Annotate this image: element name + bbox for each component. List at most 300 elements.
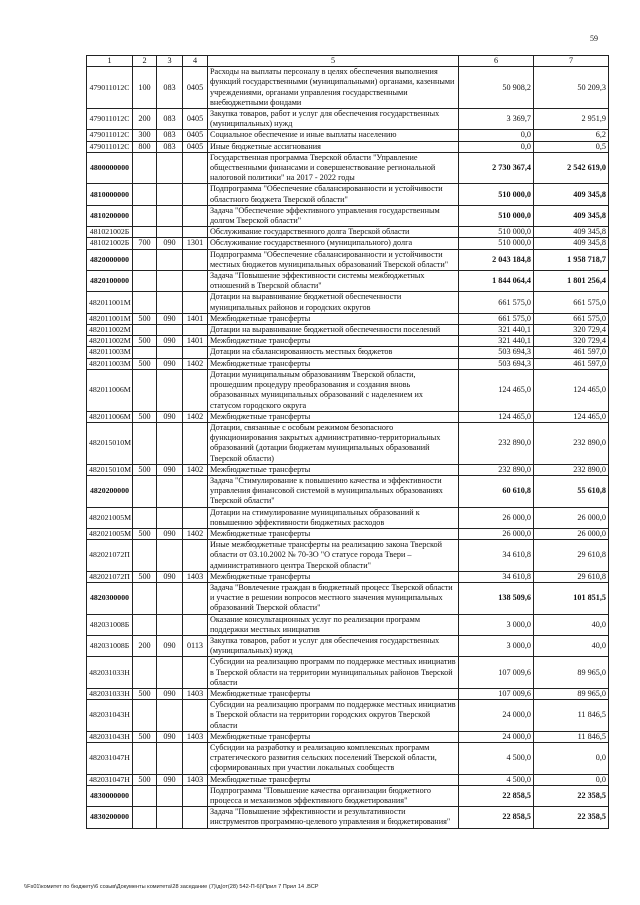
- cell-kvr: 200: [133, 109, 157, 130]
- cell-fact: 6,2: [534, 130, 609, 141]
- cell-name: Задача "Вовлечение граждан в бюджетный процесс Тверской области и участие в решении вопросов местного значения муниципальных образований Тверской области": [208, 582, 459, 614]
- cell-fact: 661 575,0: [534, 313, 609, 324]
- cell-gr: [157, 227, 183, 238]
- cell-rz: [183, 807, 208, 828]
- cell-plan: 232 890,0: [459, 422, 534, 464]
- cell-code: 482031043Н: [87, 700, 133, 732]
- table-row: [87, 571, 609, 582]
- cell-gr: [157, 205, 183, 226]
- cell-gr: [157, 347, 183, 358]
- header-col-7: 7: [534, 56, 609, 67]
- cell-rz: 0405: [183, 141, 208, 152]
- cell-code: 4830000000: [87, 785, 133, 806]
- cell-name: Задача "Повышение эффективности и результативности инструментов программно-целевого управления и бюджетирования": [208, 807, 459, 828]
- cell-kvr: 500: [133, 571, 157, 582]
- cell-code: 482021072П: [87, 571, 133, 582]
- cell-gr: 090: [157, 528, 183, 539]
- cell-gr: [157, 614, 183, 635]
- cell-fact: 661 575,0: [534, 292, 609, 313]
- cell-code: 482011001М: [87, 313, 133, 324]
- cell-rz: [183, 700, 208, 732]
- cell-plan: 503 694,3: [459, 358, 534, 369]
- footer-file-path: \\Fs01\комитет по бюджету\6 созыв\Документы комитета\28 заседание (7)\д(от(28) 542-П-6)\Прил 7 Прил 14 .ВСР: [24, 884, 319, 890]
- cell-kvr: [133, 292, 157, 313]
- cell-code: 481021002Б: [87, 238, 133, 249]
- budget-table: [86, 55, 609, 829]
- cell-fact: 89 965,0: [534, 688, 609, 699]
- cell-fact: 55 610,8: [534, 475, 609, 507]
- header-col-3: 3: [157, 56, 183, 67]
- cell-rz: 1401: [183, 313, 208, 324]
- cell-rz: 1402: [183, 358, 208, 369]
- cell-name: Субсидии на реализацию программ по поддержке местных инициатив в Тверской области на территории городских округов Тверской области: [208, 700, 459, 732]
- cell-gr: [157, 325, 183, 336]
- table-header: [87, 56, 609, 67]
- cell-fact: 124 465,0: [534, 411, 609, 422]
- cell-rz: 0405: [183, 109, 208, 130]
- cell-kvr: 500: [133, 731, 157, 742]
- table-row: [87, 807, 609, 828]
- table-row: [87, 271, 609, 292]
- cell-kvr: [133, 205, 157, 226]
- cell-fact: 320 729,4: [534, 325, 609, 336]
- cell-plan: 124 465,0: [459, 369, 534, 411]
- cell-name: Межбюджетные трансферты: [208, 774, 459, 785]
- cell-kvr: [133, 184, 157, 205]
- table-row: [87, 743, 609, 775]
- cell-gr: 090: [157, 411, 183, 422]
- cell-rz: [183, 614, 208, 635]
- cell-name: Расходы на выплаты персоналу в целях обеспечения выполнения функций государственными (муниципальными) органами, казенными учреждениями, органами управления государственными внебюджетными фондами: [208, 67, 459, 109]
- cell-rz: 0405: [183, 130, 208, 141]
- cell-gr: [157, 249, 183, 270]
- cell-code: 482015010М: [87, 464, 133, 475]
- cell-code: 482031033Н: [87, 688, 133, 699]
- table-row: [87, 688, 609, 699]
- cell-gr: 090: [157, 358, 183, 369]
- table-row: [87, 141, 609, 152]
- cell-name: Подпрограмма "Обеспечение сбалансированности и устойчивости областного бюджета Тверской области": [208, 184, 459, 205]
- cell-kvr: 800: [133, 141, 157, 152]
- cell-code: 479011012С: [87, 130, 133, 141]
- cell-name: Межбюджетные трансферты: [208, 464, 459, 475]
- cell-rz: [183, 507, 208, 528]
- cell-name: Дотации на выравнивание бюджетной обеспеченности поселений: [208, 325, 459, 336]
- table-row: [87, 657, 609, 689]
- cell-rz: 1402: [183, 464, 208, 475]
- cell-fact: 409 345,8: [534, 227, 609, 238]
- cell-kvr: [133, 271, 157, 292]
- cell-code: 482031047Н: [87, 774, 133, 785]
- cell-kvr: [133, 700, 157, 732]
- header-col-1: 1: [87, 56, 133, 67]
- cell-plan: 124 465,0: [459, 411, 534, 422]
- cell-rz: [183, 422, 208, 464]
- cell-plan: 138 509,6: [459, 582, 534, 614]
- page-number: 59: [590, 34, 598, 43]
- cell-kvr: 500: [133, 411, 157, 422]
- table-row: [87, 540, 609, 572]
- cell-rz: [183, 292, 208, 313]
- cell-plan: 34 610,8: [459, 540, 534, 572]
- table-row: [87, 774, 609, 785]
- cell-fact: 40,0: [534, 635, 609, 656]
- cell-gr: [157, 507, 183, 528]
- cell-kvr: [133, 422, 157, 464]
- cell-kvr: 500: [133, 358, 157, 369]
- cell-gr: 090: [157, 571, 183, 582]
- cell-code: 482011003М: [87, 358, 133, 369]
- cell-kvr: 500: [133, 464, 157, 475]
- cell-rz: [183, 657, 208, 689]
- cell-plan: 3 000,0: [459, 635, 534, 656]
- cell-name: Подпрограмма "Обеспечение сбалансированности и устойчивости местных бюджетов муниципальных образований Тверской области": [208, 249, 459, 270]
- cell-name: Межбюджетные трансферты: [208, 336, 459, 347]
- cell-plan: 50 908,2: [459, 67, 534, 109]
- cell-name: Обслуживание государственного (муниципального) долга: [208, 238, 459, 249]
- cell-rz: 1403: [183, 731, 208, 742]
- table-row: [87, 731, 609, 742]
- cell-fact: 26 000,0: [534, 507, 609, 528]
- cell-gr: [157, 271, 183, 292]
- header-col-2: 2: [133, 56, 157, 67]
- cell-gr: [157, 743, 183, 775]
- cell-code: 482011001М: [87, 292, 133, 313]
- cell-plan: 26 000,0: [459, 528, 534, 539]
- cell-name: Иные межбюджетные трансферты на реализацию закона Тверской области от 03.10.2002 № 70-ЗО "О статусе города Твери – административного центра Тверской области": [208, 540, 459, 572]
- cell-kvr: [133, 657, 157, 689]
- cell-rz: [183, 369, 208, 411]
- cell-code: 4820300000: [87, 582, 133, 614]
- cell-fact: 11 846,5: [534, 731, 609, 742]
- table-row: [87, 507, 609, 528]
- cell-plan: 232 890,0: [459, 464, 534, 475]
- cell-gr: 090: [157, 774, 183, 785]
- cell-rz: 1402: [183, 528, 208, 539]
- cell-fact: 22 358,5: [534, 785, 609, 806]
- cell-kvr: [133, 369, 157, 411]
- cell-kvr: 500: [133, 774, 157, 785]
- table-row: [87, 785, 609, 806]
- table-row: [87, 130, 609, 141]
- cell-kvr: [133, 540, 157, 572]
- cell-name: Иные бюджетные ассигнования: [208, 141, 459, 152]
- cell-fact: 101 851,5: [534, 582, 609, 614]
- cell-kvr: 200: [133, 635, 157, 656]
- cell-name: Дотации на стимулирование муниципальных образований к повышению эффективности бюджетных расходов: [208, 507, 459, 528]
- table-row: [87, 336, 609, 347]
- table-row: [87, 347, 609, 358]
- cell-gr: 090: [157, 464, 183, 475]
- cell-name: Дотации муниципальным образованиям Тверской области, прошедшим процедуру преобразования и создания вновь образованных муниципальных образований с наделением их статусом городского округа: [208, 369, 459, 411]
- cell-code: 481021002Б: [87, 227, 133, 238]
- cell-gr: 083: [157, 141, 183, 152]
- table-row: [87, 184, 609, 205]
- table-row: [87, 635, 609, 656]
- cell-kvr: [133, 785, 157, 806]
- cell-plan: 107 009,6: [459, 688, 534, 699]
- cell-plan: 503 694,3: [459, 347, 534, 358]
- table-row: [87, 325, 609, 336]
- cell-kvr: 100: [133, 67, 157, 109]
- cell-plan: 107 009,6: [459, 657, 534, 689]
- cell-plan: 2 730 367,4: [459, 152, 534, 184]
- cell-fact: 409 345,8: [534, 238, 609, 249]
- cell-name: Межбюджетные трансферты: [208, 528, 459, 539]
- cell-code: 482031008Б: [87, 635, 133, 656]
- cell-code: 482031043Н: [87, 731, 133, 742]
- cell-kvr: 500: [133, 313, 157, 324]
- table-row: [87, 582, 609, 614]
- cell-code: 482031033Н: [87, 657, 133, 689]
- budget-table-body: [87, 67, 609, 828]
- cell-name: Межбюджетные трансферты: [208, 358, 459, 369]
- cell-gr: 083: [157, 67, 183, 109]
- cell-name: Субсидии на реализацию программ по поддержке местных инициатив в Тверской области на территории муниципальных районов Тверской области: [208, 657, 459, 689]
- table-row: [87, 292, 609, 313]
- table-row: [87, 227, 609, 238]
- cell-name: Социальное обеспечение и иные выплаты населению: [208, 130, 459, 141]
- cell-plan: 24 000,0: [459, 700, 534, 732]
- cell-kvr: [133, 325, 157, 336]
- cell-code: 482011002М: [87, 336, 133, 347]
- header-row: [87, 56, 609, 67]
- cell-plan: 34 610,8: [459, 571, 534, 582]
- cell-code: 4830200000: [87, 807, 133, 828]
- table-row: [87, 152, 609, 184]
- cell-gr: 090: [157, 238, 183, 249]
- cell-fact: 320 729,4: [534, 336, 609, 347]
- table-row: [87, 411, 609, 422]
- cell-plan: 3 369,7: [459, 109, 534, 130]
- cell-kvr: [133, 152, 157, 184]
- cell-name: Дотации на сбалансированность местных бюджетов: [208, 347, 459, 358]
- cell-rz: [183, 475, 208, 507]
- table-row: [87, 528, 609, 539]
- cell-rz: 0405: [183, 67, 208, 109]
- header-col-6: 6: [459, 56, 534, 67]
- cell-code: 482011006М: [87, 369, 133, 411]
- cell-rz: [183, 582, 208, 614]
- table-row: [87, 205, 609, 226]
- cell-plan: 510 000,0: [459, 227, 534, 238]
- cell-plan: 510 000,0: [459, 205, 534, 226]
- cell-rz: [183, 743, 208, 775]
- cell-rz: [183, 184, 208, 205]
- cell-plan: 4 500,0: [459, 774, 534, 785]
- cell-rz: [183, 325, 208, 336]
- cell-gr: 090: [157, 688, 183, 699]
- cell-fact: 40,0: [534, 614, 609, 635]
- cell-code: 482021072П: [87, 540, 133, 572]
- cell-kvr: [133, 743, 157, 775]
- cell-rz: [183, 540, 208, 572]
- table-row: [87, 614, 609, 635]
- cell-gr: 090: [157, 635, 183, 656]
- cell-gr: 090: [157, 313, 183, 324]
- cell-name: Оказание консультационных услуг по реализации программ поддержки местных инициатив: [208, 614, 459, 635]
- cell-plan: 1 844 064,4: [459, 271, 534, 292]
- cell-kvr: [133, 227, 157, 238]
- cell-name: Обслуживание государственного долга Тверской области: [208, 227, 459, 238]
- table-row: [87, 238, 609, 249]
- cell-plan: 22 858,5: [459, 807, 534, 828]
- cell-rz: [183, 785, 208, 806]
- cell-code: 4810000000: [87, 184, 133, 205]
- cell-plan: 661 575,0: [459, 313, 534, 324]
- cell-fact: 1 958 718,7: [534, 249, 609, 270]
- cell-plan: 3 000,0: [459, 614, 534, 635]
- cell-fact: 29 610,8: [534, 571, 609, 582]
- cell-code: 482021005М: [87, 528, 133, 539]
- cell-name: Закупка товаров, работ и услуг для обеспечения государственных (муниципальных) нужд: [208, 109, 459, 130]
- cell-fact: 2 542 619,0: [534, 152, 609, 184]
- cell-plan: 321 440,1: [459, 325, 534, 336]
- cell-rz: 1403: [183, 688, 208, 699]
- cell-rz: [183, 227, 208, 238]
- header-col-4: 4: [183, 56, 208, 67]
- table-row: [87, 358, 609, 369]
- table-row: [87, 700, 609, 732]
- cell-fact: 11 846,5: [534, 700, 609, 732]
- cell-fact: 409 345,8: [534, 184, 609, 205]
- cell-code: 482011002М: [87, 325, 133, 336]
- cell-kvr: 700: [133, 238, 157, 249]
- cell-gr: [157, 582, 183, 614]
- cell-gr: [157, 700, 183, 732]
- cell-gr: 090: [157, 336, 183, 347]
- cell-code: 4820100000: [87, 271, 133, 292]
- cell-rz: 1301: [183, 238, 208, 249]
- cell-plan: 510 000,0: [459, 184, 534, 205]
- cell-fact: 29 610,8: [534, 540, 609, 572]
- cell-code: 4800000000: [87, 152, 133, 184]
- cell-code: 482011006М: [87, 411, 133, 422]
- cell-plan: 510 000,0: [459, 238, 534, 249]
- cell-rz: 0113: [183, 635, 208, 656]
- cell-name: Межбюджетные трансферты: [208, 411, 459, 422]
- cell-fact: 50 209,3: [534, 67, 609, 109]
- cell-kvr: [133, 249, 157, 270]
- header-col-5: 5: [208, 56, 459, 67]
- cell-fact: 26 000,0: [534, 528, 609, 539]
- cell-rz: [183, 152, 208, 184]
- table-row: [87, 249, 609, 270]
- cell-rz: 1403: [183, 571, 208, 582]
- cell-gr: [157, 422, 183, 464]
- cell-rz: [183, 205, 208, 226]
- cell-name: Субсидии на разработку и реализацию комплексных программ стратегического развития сельских поселений Тверской области, сформированных при участии локальных сообществ: [208, 743, 459, 775]
- cell-name: Задача "Повышение эффективности системы межбюджетных отношений в Тверской области": [208, 271, 459, 292]
- cell-gr: 090: [157, 731, 183, 742]
- cell-kvr: [133, 507, 157, 528]
- cell-code: 479011012С: [87, 109, 133, 130]
- cell-fact: 0,0: [534, 774, 609, 785]
- cell-fact: 0,0: [534, 743, 609, 775]
- cell-rz: 1403: [183, 774, 208, 785]
- cell-kvr: 300: [133, 130, 157, 141]
- cell-fact: 89 965,0: [534, 657, 609, 689]
- cell-gr: [157, 184, 183, 205]
- cell-fact: 461 597,0: [534, 347, 609, 358]
- cell-plan: 0,0: [459, 141, 534, 152]
- cell-kvr: [133, 347, 157, 358]
- cell-fact: 232 890,0: [534, 464, 609, 475]
- cell-name: Межбюджетные трансферты: [208, 688, 459, 699]
- cell-code: 482031008Б: [87, 614, 133, 635]
- cell-name: Дотации на выравнивание бюджетной обеспеченности муниципальных районов и городских округов: [208, 292, 459, 313]
- table-row: [87, 313, 609, 324]
- table-row: [87, 422, 609, 464]
- cell-rz: [183, 271, 208, 292]
- cell-fact: 409 345,8: [534, 205, 609, 226]
- cell-fact: 124 465,0: [534, 369, 609, 411]
- cell-name: Задача "Стимулирование к повышению качества и эффективности управления финансовой системой в муниципальных образованиях Тверской области": [208, 475, 459, 507]
- cell-fact: 0,5: [534, 141, 609, 152]
- cell-code: 4820200000: [87, 475, 133, 507]
- cell-name: Межбюджетные трансферты: [208, 731, 459, 742]
- cell-fact: 1 801 256,4: [534, 271, 609, 292]
- cell-kvr: 500: [133, 688, 157, 699]
- cell-kvr: [133, 475, 157, 507]
- cell-code: 482011003М: [87, 347, 133, 358]
- cell-name: Межбюджетные трансферты: [208, 313, 459, 324]
- cell-gr: 083: [157, 109, 183, 130]
- cell-gr: [157, 475, 183, 507]
- cell-plan: 60 610,8: [459, 475, 534, 507]
- cell-kvr: [133, 807, 157, 828]
- cell-gr: [157, 785, 183, 806]
- cell-plan: 4 500,0: [459, 743, 534, 775]
- cell-plan: 26 000,0: [459, 507, 534, 528]
- cell-gr: [157, 657, 183, 689]
- cell-gr: 083: [157, 130, 183, 141]
- cell-gr: [157, 540, 183, 572]
- table-row: [87, 109, 609, 130]
- table-row: [87, 464, 609, 475]
- cell-gr: [157, 807, 183, 828]
- cell-fact: 461 597,0: [534, 358, 609, 369]
- cell-code: 479011012С: [87, 67, 133, 109]
- table-row: [87, 475, 609, 507]
- cell-rz: 1401: [183, 336, 208, 347]
- cell-code: 4820000000: [87, 249, 133, 270]
- cell-plan: 661 575,0: [459, 292, 534, 313]
- cell-code: 4810200000: [87, 205, 133, 226]
- cell-code: 482021005М: [87, 507, 133, 528]
- cell-kvr: 500: [133, 336, 157, 347]
- cell-plan: 2 043 184,8: [459, 249, 534, 270]
- cell-plan: 22 858,5: [459, 785, 534, 806]
- cell-kvr: [133, 582, 157, 614]
- cell-rz: [183, 347, 208, 358]
- cell-rz: 1402: [183, 411, 208, 422]
- cell-fact: 22 358,5: [534, 807, 609, 828]
- cell-plan: 0,0: [459, 130, 534, 141]
- cell-code: 479011012С: [87, 141, 133, 152]
- cell-gr: [157, 369, 183, 411]
- cell-code: 482031047Н: [87, 743, 133, 775]
- cell-name: Задача "Обеспечение эффективного управления государственным долгом Тверской области": [208, 205, 459, 226]
- cell-kvr: [133, 614, 157, 635]
- cell-name: Государственная программа Тверской области "Управление общественными финансами и совершенствование региональной налоговой политики" на 2017 - 2022 годы: [208, 152, 459, 184]
- cell-gr: [157, 152, 183, 184]
- cell-kvr: 500: [133, 528, 157, 539]
- cell-code: 482015010М: [87, 422, 133, 464]
- table-row: [87, 67, 609, 109]
- cell-gr: [157, 292, 183, 313]
- cell-plan: 321 440,1: [459, 336, 534, 347]
